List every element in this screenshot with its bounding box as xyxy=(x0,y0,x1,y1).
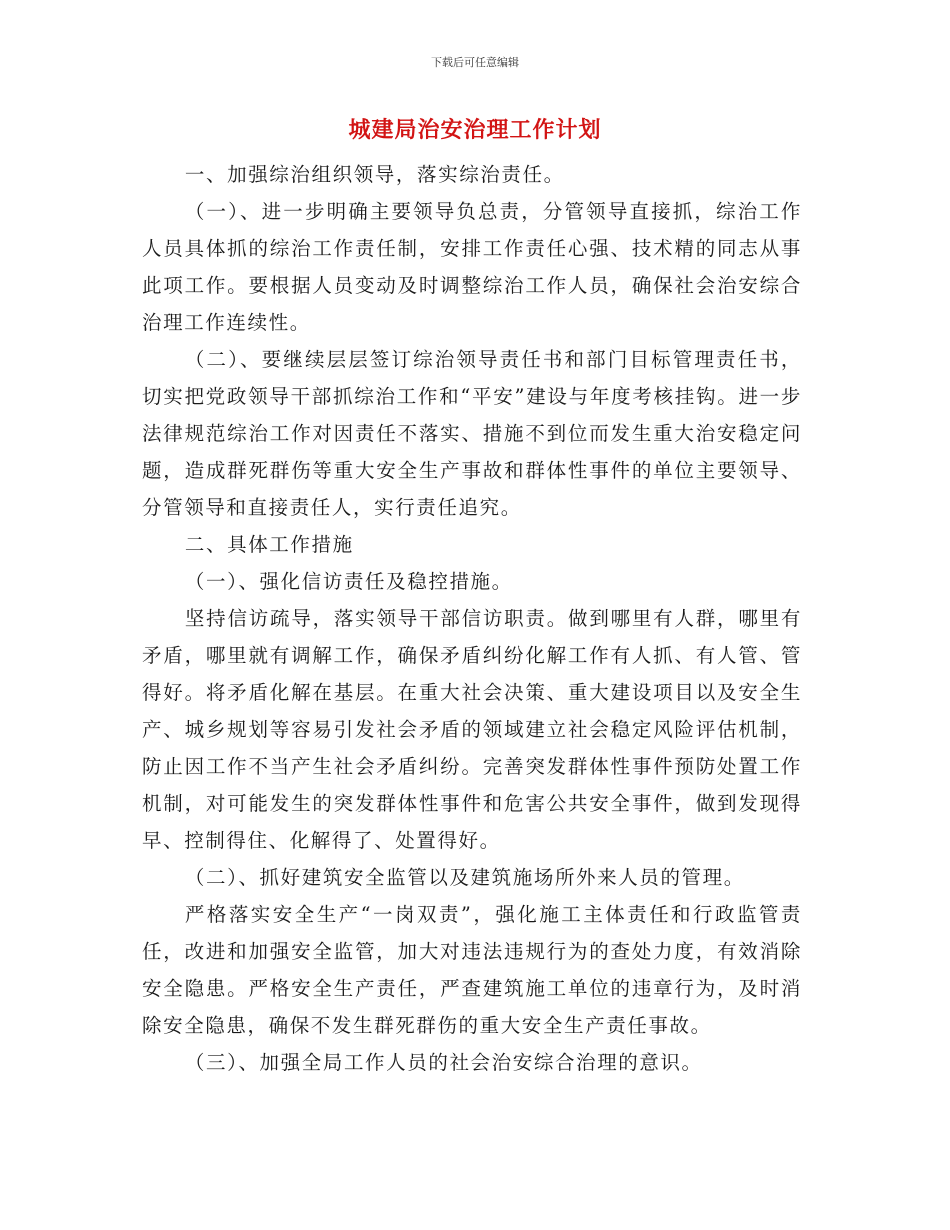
paragraph: （二）、抓好建筑安全监管以及建筑施场所外来人员的管理。 xyxy=(184,866,745,889)
document-title: 城建局治安治理工作计划 xyxy=(348,118,602,143)
paragraph: 二、具体工作措施 xyxy=(184,533,354,556)
paragraph: （三）、加强全局工作人员的社会治安综合治理的意识。 xyxy=(184,1051,703,1074)
paragraph: （一）、进一步明确主要领导负总责，分管领导直接抓，综治工作人员具体抓的综治工作责任制，安排工作责任心强、技术精的同志从事此项工作。要根据人员变动及时调整综治工作人员，确保社会治安综合治理工作连续性。 xyxy=(142,200,802,334)
document-body xyxy=(142,156,802,1081)
paragraph: （一）、强化信访责任及稳控措施。 xyxy=(184,570,513,593)
paragraph: （二）、要继续层层签订综治领导责任书和部门目标管理责任书，切实把党政领导干部抓综治工作和“平安”建设与年度考核挂钩。进一步法律规范综治工作对因责任不落实、措施不到位而发生重大治安稳定问题，造成群死群伤等重大安全生产事故和群体性事件的单位主要领导、分管领导和直接责任人，实行责任追究。 xyxy=(142,348,802,519)
paragraph: 一、加强综治组织领导，落实综治责任。 xyxy=(184,163,565,186)
header-note: 下载后可任意编辑 xyxy=(431,56,519,69)
paragraph: 坚持信访疏导，落实领导干部信访职责。做到哪里有人群，哪里有矛盾，哪里就有调解工作，确保矛盾纠纷化解工作有人抓、有人管、管得好。将矛盾化解在基层。在重大社会决策、重大建设项目以及安全生产、城乡规划等容易引发社会矛盾的领域建立社会稳定风险评估机制，防止因工作不当产生社会矛盾纠纷。完善突发群体性事件预防处置工作机制，对可能发生的突发群体性事件和危害公共安全事件，做到发现得早、控制得住、化解得了、处置得好。 xyxy=(142,607,802,852)
paragraph: 严格落实安全生产“一岗双责”，强化施工主体责任和行政监管责任，改进和加强安全监管，加大对违法违规行为的查处力度，有效消除安全隐患。严格安全生产责任，严查建筑施工单位的违章行为，及时消除安全隐患，确保不发生群死群伤的重大安全生产责任事故。 xyxy=(142,903,802,1037)
